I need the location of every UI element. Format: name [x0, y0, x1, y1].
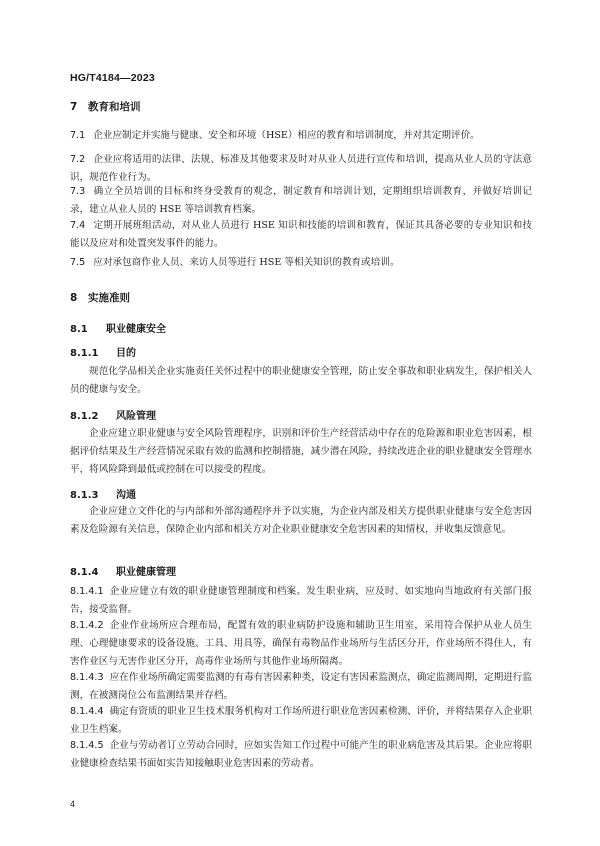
paragraph-8-1-2: 企业应建立职业健康与安全风险管理程序，识别和评价生产经营活动中存在的危险源和职业危害因素，根据评价结果及生产经营情况采取有效的监测和控制措施，减少潜在风险，持续改进企业的职业健康安全管理水平，将风险降到最低或控制在可以接受的程度。: [70, 428, 532, 475]
section-number: 7: [70, 101, 78, 113]
clause-8-1-4-3: [70, 669, 532, 705]
subsection-number: 8.1.3: [70, 490, 99, 501]
subsection-8-1-3-heading: [70, 486, 136, 501]
subsection-8-1-heading: [70, 320, 166, 335]
page-number: 4: [70, 799, 76, 809]
standard-code: HG/T4184—2023: [70, 72, 155, 84]
section-number: 8: [70, 292, 78, 304]
clause-8-1-4-5: [70, 737, 532, 773]
subsection-title: 职业健康安全: [106, 324, 166, 335]
section-title: 教育和培训: [88, 101, 141, 113]
clause-number: 7.4: [70, 220, 86, 231]
clause-7-1: [70, 127, 532, 145]
subsection-title: 目的: [116, 348, 136, 359]
clause-8-1-4-1: [70, 583, 532, 619]
clause-number: 8.1.4.1: [70, 586, 104, 597]
clause-text: 企业与劳动者订立劳动合同时，应如实告知工作过程中可能产生的职业病危害及其后果。企业应将职业健康检查结果书面如实告知接触职业危害因素的劳动者。: [70, 740, 532, 769]
clause-number: 7.5: [70, 257, 86, 268]
clause-text: 定期开展班组活动，对从业人员进行 HSE 知识和技能的培训和教育，保证其具备必要的专业知识和技能以及应对和处置突发事件的能力。: [70, 220, 532, 249]
clause-text: 企业应建立有效的职业健康管理制度和档案。发生职业病，应及时、如实地向当地政府有关部门报告，接受监督。: [70, 586, 532, 615]
clause-8-1-4-2: [70, 617, 532, 671]
clause-number: 7.1: [70, 130, 86, 141]
subsection-number: 8.1.1: [70, 348, 99, 359]
subsection-8-1-2-heading: [70, 407, 156, 422]
clause-text: 应在作业场所确定需要监测的有毒有害因素种类，设定有害因素监测点，确定监测周期，定期进行监测，在被测岗位公布监测结果并存档。: [70, 672, 532, 701]
subsection-title: 风险管理: [116, 411, 156, 422]
clause-number: 8.1.4.3: [70, 672, 104, 683]
clause-number: 8.1.4.5: [70, 740, 104, 751]
subsection-title: 沟通: [116, 490, 136, 501]
clause-number: 7.3: [70, 186, 86, 197]
subsection-number: 8.1.4: [70, 567, 99, 578]
clause-text: 确立全员培训的目标和终身受教育的观念，制定教育和培训计划，定期组织培训教育，并做好培训记录，建立从业人员的 HSE 等培训教育档案。: [70, 186, 532, 215]
paragraph-8-1-3: 企业应建立文件化的与内部和外部沟通程序并予以实施，为企业内部及相关方提供职业健康与安全危害因素及危险源有关信息，保障企业内部和相关方对企业职业健康安全危害因素的知情权，并收集反馈意见。: [70, 506, 532, 535]
clause-text: 确定有资质的职业卫生技术服务机构对工作场所进行职业危害因素检测、评价，并将结果存入企业职业卫生档案。: [70, 706, 532, 735]
subsection-number: 8.1: [70, 324, 88, 335]
section-8-heading: [70, 290, 130, 305]
subsection-8-1-1-heading: [70, 344, 136, 359]
subsection-8-1-4-heading: [70, 563, 176, 578]
section-7-heading: [70, 99, 141, 114]
section-title: 实施准则: [88, 292, 130, 304]
subsection-title: 职业健康管理: [116, 567, 176, 578]
clause-text: 应对承包商作业人员、来访人员等进行 HSE 等相关知识的教育或培训。: [93, 257, 400, 268]
clause-number: 7.2: [70, 154, 86, 165]
clause-number: 8.1.4.2: [70, 620, 104, 631]
clause-7-4: [70, 217, 532, 253]
clause-7-2: [70, 151, 532, 187]
clause-text: 企业应将适用的法律、法规、标准及其他要求及时对从业人员进行宣传和培训，提高从业人员的守法意识，规范作业行为。: [70, 154, 532, 183]
clause-text: 企业应制定并实施与健康、安全和环境（HSE）相应的教育和培训制度，并对其定期评价。: [93, 130, 480, 141]
clause-7-3: [70, 183, 532, 219]
paragraph-8-1-1: 规范化学品相关企业实施责任关怀过程中的职业健康安全管理，防止安全事故和职业病发生，保护相关人员的健康与安全。: [70, 366, 532, 395]
clause-7-5: [70, 254, 532, 272]
subsection-number: 8.1.2: [70, 411, 99, 422]
clause-8-1-4-4: [70, 703, 532, 739]
clause-number: 8.1.4.4: [70, 706, 104, 717]
clause-text: 企业作业场所应合理布局，配置有效的职业病防护设施和辅助卫生用室，采用符合保护从业人员生理、心理健康要求的设备设施、工具、用具等，确保有毒物品作业场所与生活区分开，作业场所不得住人，有害作业区与无害作业区分开，高毒作业场所与其他作业场所隔离。: [70, 620, 532, 667]
